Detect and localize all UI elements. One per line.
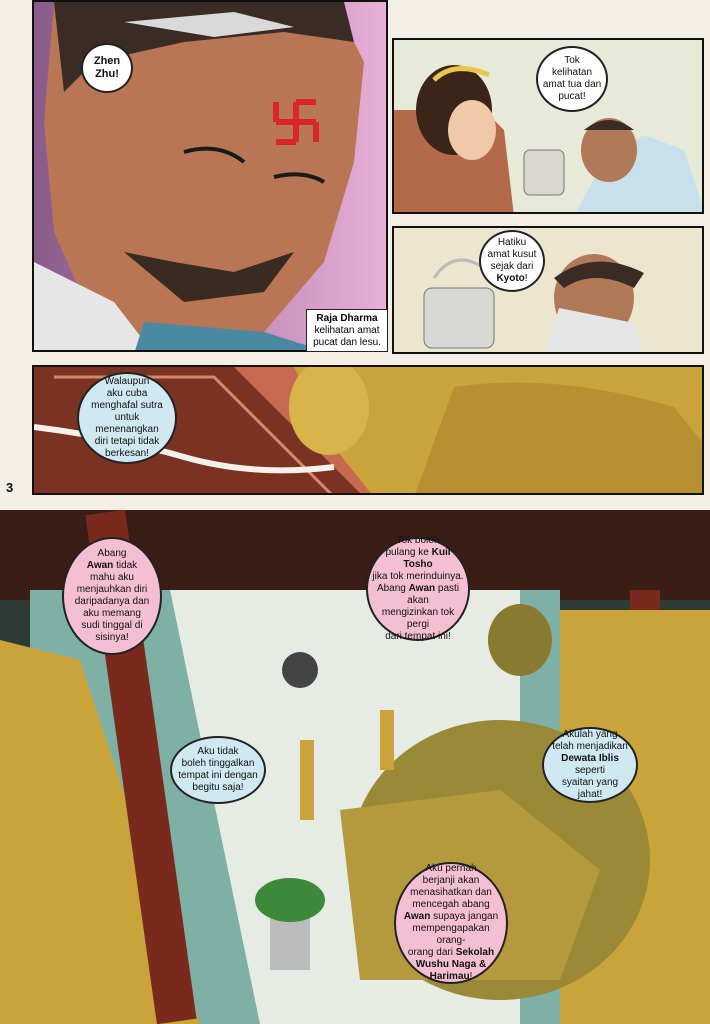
speech-bubble-walaupun — [77, 372, 177, 464]
speech-bubble-hatiku — [479, 230, 545, 292]
speech-place-kyoto: Kyoto — [496, 273, 525, 284]
man-holding-head-illustration — [394, 228, 704, 354]
speech-name-awan: Awan — [403, 911, 431, 922]
page-number: 3 — [6, 480, 14, 495]
speech-name-dewata-iblis: Dewata Iblis — [561, 753, 619, 764]
speech-text: Tok kelihatan amat tua dan pucat! — [542, 55, 602, 102]
speech-text: Akulah yang telah menjadikan — [552, 729, 628, 752]
speech-bubble-abang-awan — [62, 537, 162, 655]
speech-text-mid: supaya jangan mempengapakan orang- orang dari — [407, 911, 499, 958]
speech-text-end: ! — [524, 273, 528, 284]
speech-text-end: pasti akan mengizinkan tok pergi dari tempat ini! — [381, 583, 460, 642]
speech-bubble-kuil-tosho — [366, 537, 470, 641]
caption-text: kelihatan amat pucat dan lesu. — [313, 325, 381, 348]
speech-name-awan: Awan — [408, 583, 436, 594]
speech-bubble-tidak-boleh — [170, 736, 266, 804]
speech-bubble-zhen-zhu — [81, 43, 133, 93]
speech-text: Zhen Zhu! — [93, 55, 121, 80]
speech-text: Aku tidak boleh tinggalkan tempat ini dengan begitu saja! — [178, 746, 258, 793]
speech-text-rest: tidak mahu aku menjauhkan diri daripadanya dan aku memang sudi tinggal di sisinya! — [74, 560, 150, 643]
speech-bubble-dewata-iblis — [542, 727, 638, 803]
speech-text-end: ! — [469, 971, 473, 982]
caption-name: Raja Dharma — [316, 313, 378, 324]
speech-text: Tok boleh pulang ke — [385, 535, 440, 558]
speech-school-name: Sekolah Wushu Naga & Harimau — [415, 947, 495, 982]
speech-bubble-berjanji — [394, 862, 508, 984]
speech-text: Aku pernah berjanji akan menasihatkan dan mencegah abang — [410, 863, 492, 910]
speech-bubble-tok-tua — [536, 46, 608, 112]
speech-text: Hatiku amat kusut sejak dari — [487, 237, 537, 272]
caption-raja-dharma — [306, 309, 388, 352]
speech-text-rest: seperti syaitan yang jahat! — [561, 765, 619, 800]
panel-man-holding-head — [392, 226, 704, 354]
speech-text: Walaupun aku cuba menghafal sutra untuk menenangkan diri tetapi tidak berkesan! — [91, 376, 163, 459]
speech-place-kuil-tosho: Kuil Tosho — [403, 547, 451, 570]
speech-text: Abang — [97, 548, 127, 559]
speech-name-awan: Awan — [86, 560, 114, 571]
speech-text-mid: jika tok merinduinya. Abang — [372, 571, 464, 594]
